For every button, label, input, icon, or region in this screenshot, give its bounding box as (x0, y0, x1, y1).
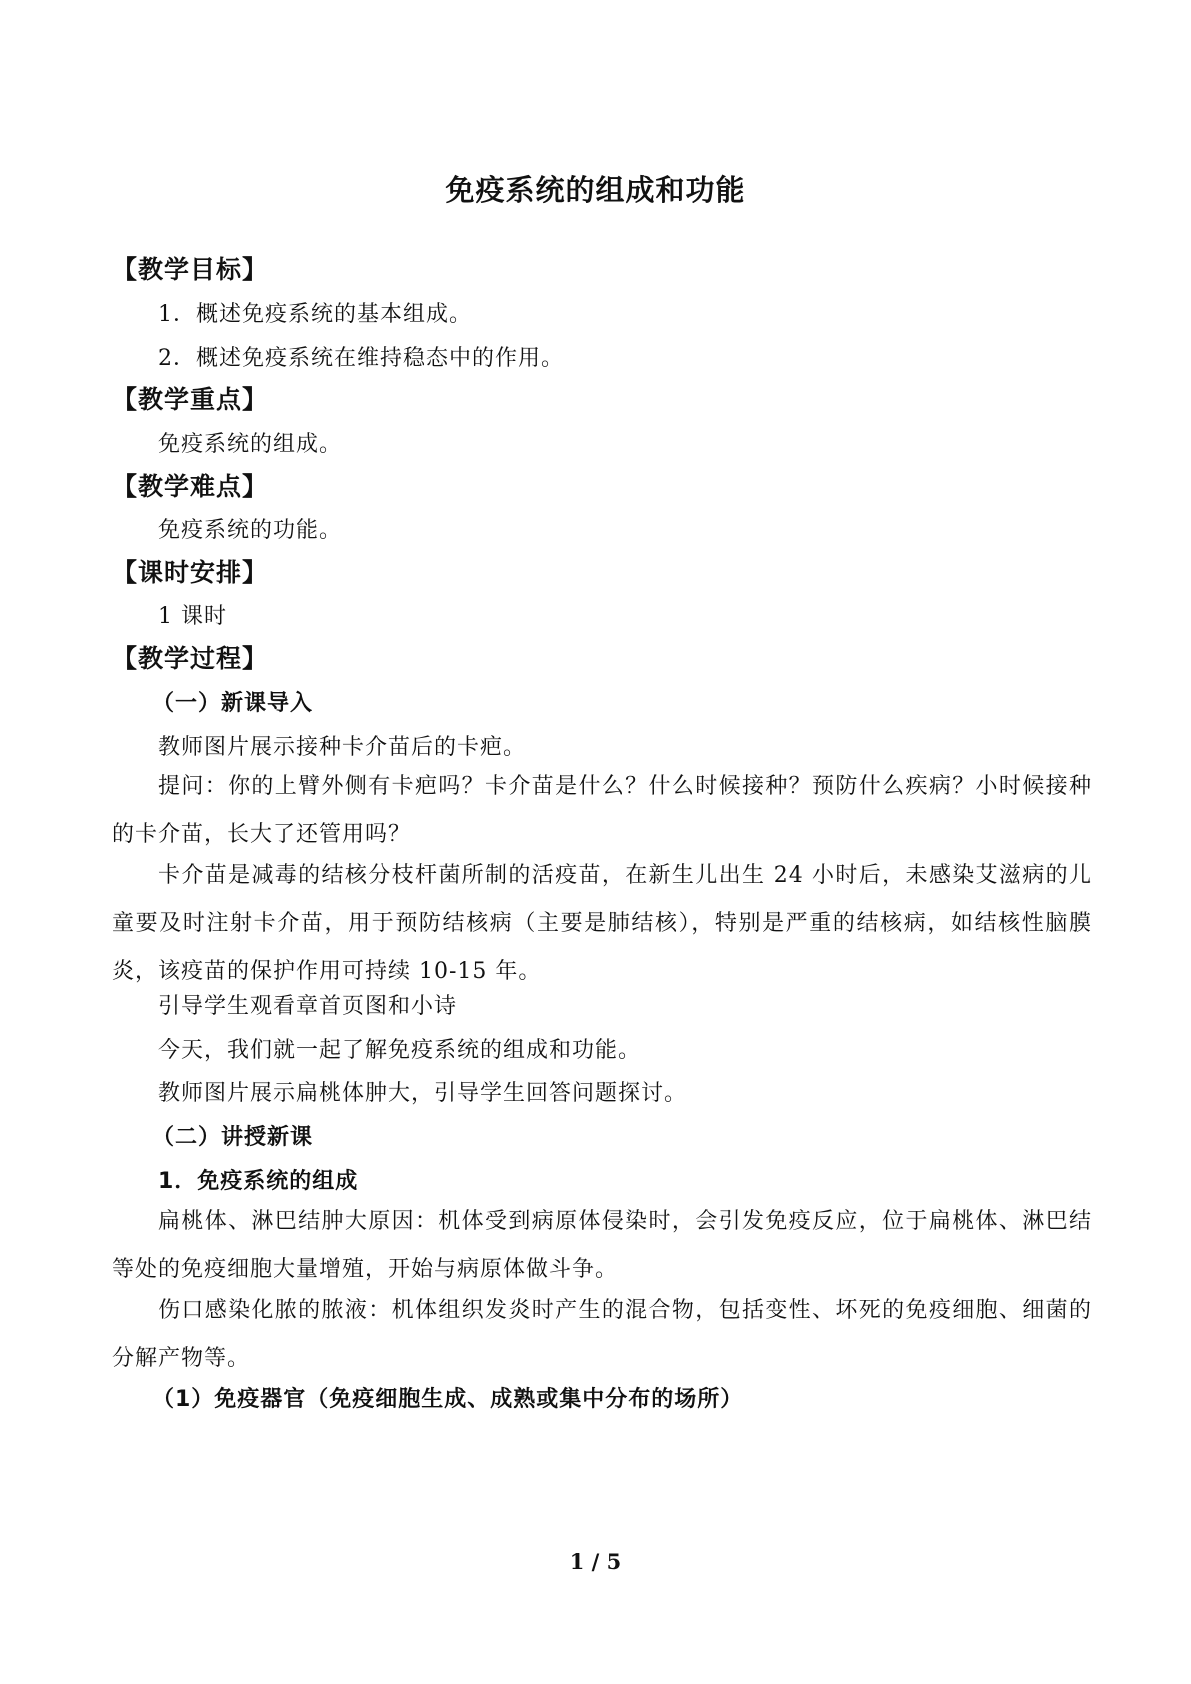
part1-heading: （一）新课导入 (152, 691, 314, 716)
paragraph: 引导学生观看章首页图和小诗 (158, 994, 458, 1019)
paragraph: 扁桃体、淋巴结肿大原因：机体受到病原体侵染时，会引发免疫反应，位于扁桃体、淋巴结等处的免疫细胞大量增殖，开始与病原体做斗争。 (112, 1209, 1092, 1282)
page-number: 1 / 5 (569, 1549, 622, 1574)
key-point-heading: 【教学重点】 (112, 385, 269, 414)
paragraph: 今天，我们就一起了解免疫系统的组成和功能。 (158, 1038, 642, 1063)
paragraph: 教师图片展示接种卡介苗后的卡疤。 (158, 735, 527, 760)
key-point-text: 免疫系统的组成。 (158, 432, 343, 457)
schedule-heading: 【课时安排】 (112, 558, 269, 587)
paragraph: 提问：你的上臂外侧有卡疤吗？卡介苗是什么？什么时候接种？预防什么疾病？小时候接种的卡介苗，长大了还管用吗？ (112, 774, 1092, 847)
difficulty-heading: 【教学难点】 (112, 472, 269, 501)
objective-item: 2．概述免疫系统在维持稳态中的作用。 (158, 346, 564, 371)
subtopic1-heading: （1）免疫器官（免疫细胞生成、成熟或集中分布的场所） (152, 1387, 744, 1412)
topic1-heading: 1．免疫系统的组成 (158, 1169, 359, 1194)
objective-item: 1．概述免疫系统的基本组成。 (158, 302, 472, 327)
paragraph: 卡介苗是减毒的结核分枝杆菌所制的活疫苗，在新生儿出生 24 小时后，未感染艾滋病的儿童要及时注射卡介苗，用于预防结核病（主要是肺结核），特别是严重的结核病，如结核性脑膜炎，该疫苗的保护作用可持续 10-15 年。 (112, 863, 1092, 984)
part2-heading: （二）讲授新课 (152, 1125, 314, 1150)
paragraph: 伤口感染化脓的脓液：机体组织发炎时产生的混合物，包括变性、坏死的免疫细胞、细菌的分解产物等。 (112, 1298, 1092, 1371)
paragraph: 教师图片展示扁桃体肿大，引导学生回答问题探讨。 (158, 1081, 688, 1106)
process-heading: 【教学过程】 (112, 644, 269, 673)
schedule-text: 1 课时 (158, 604, 227, 629)
difficulty-text: 免疫系统的功能。 (158, 518, 343, 543)
objectives-heading: 【教学目标】 (112, 255, 269, 284)
document-title: 免疫系统的组成和功能 (445, 173, 746, 207)
